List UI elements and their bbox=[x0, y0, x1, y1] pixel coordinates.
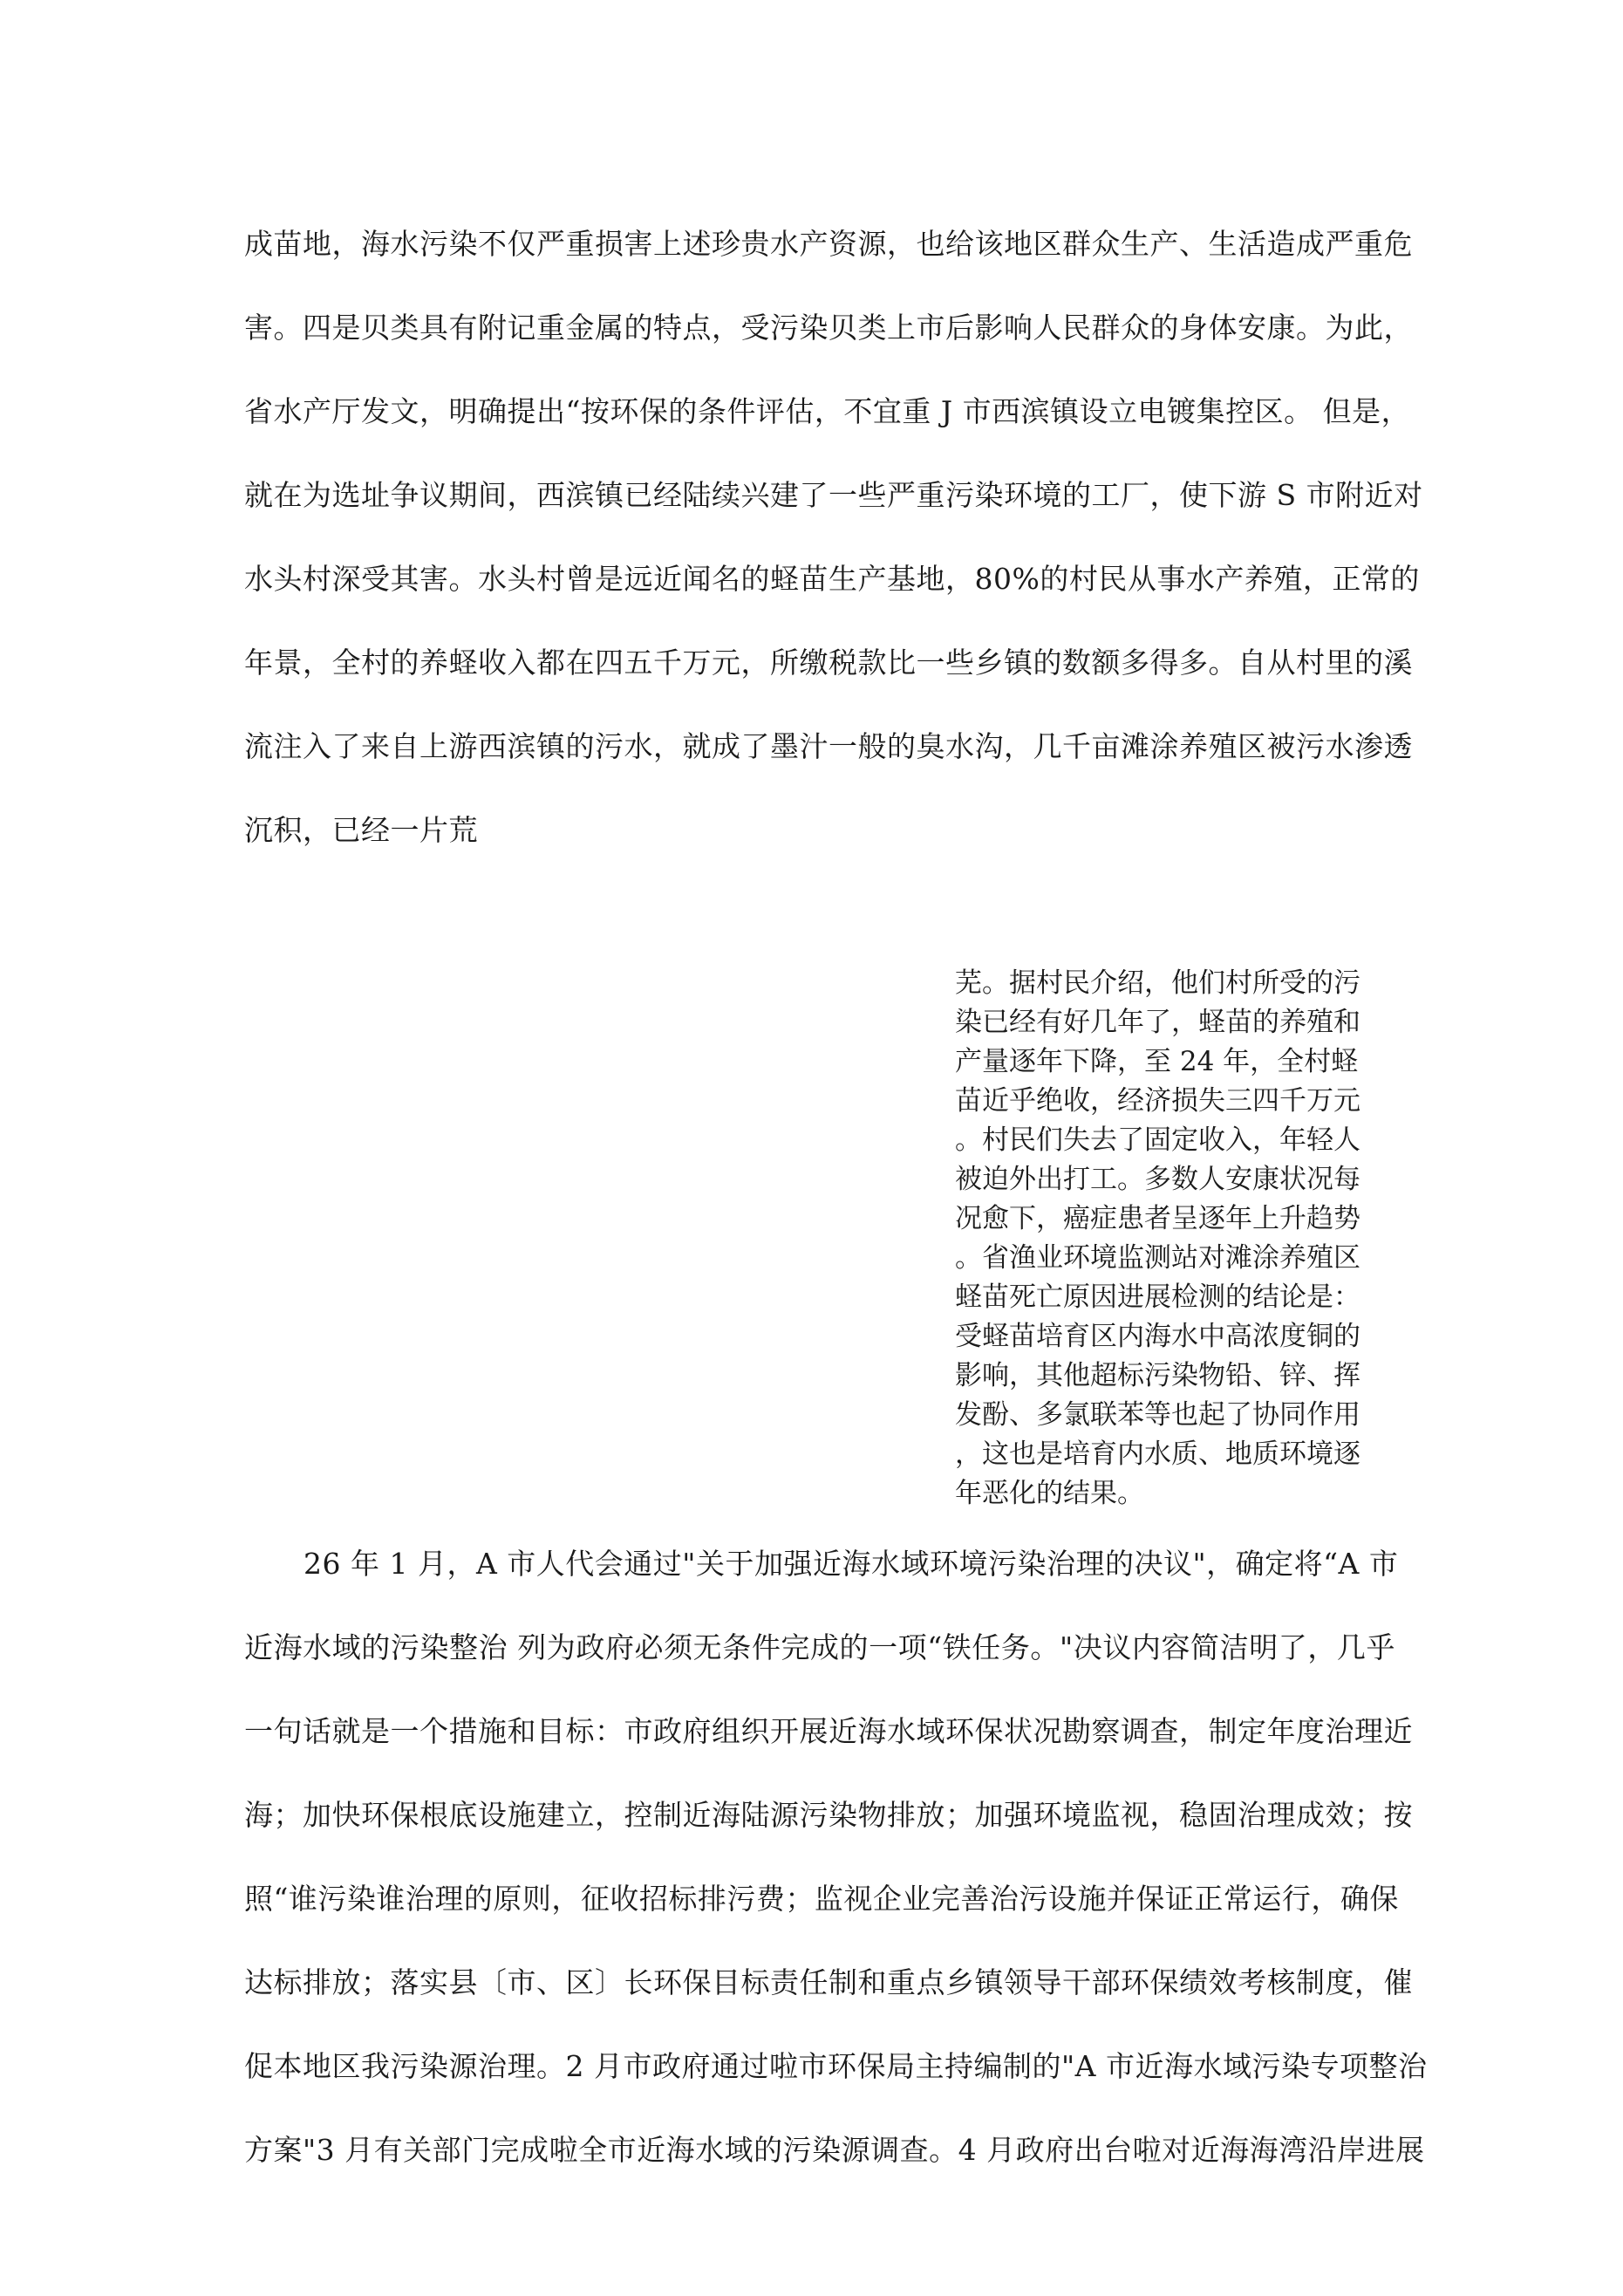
paragraph-2-line: 26 年 1 月，A 市人代会通过"关于加强近海水域环境污染治理的决议"，确定将“A 市 bbox=[303, 1547, 1399, 1581]
paragraph-2-line: 海；加快环保根底设施建立，控制近海陆源污染物排放；加强环境监视，稳固治理成效；按 bbox=[244, 1798, 1413, 1832]
side-column-line: 受蛏苗培育区内海水中高浓度铜的 bbox=[955, 1321, 1360, 1352]
side-column-text bbox=[955, 964, 1395, 1514]
side-column-line: 影响，其他超标污染物铅、锌、挥 bbox=[955, 1360, 1360, 1391]
side-column-line: 染已经有好几年了，蛏苗的养殖和 bbox=[955, 1007, 1360, 1038]
side-column-line: 被迫外出打工。多数人安康状况每 bbox=[955, 1164, 1360, 1195]
paragraph-1 bbox=[244, 202, 1423, 872]
paragraph-2-line: 照“谁污染谁治理的原则，征收招标排污费；监视企业完善治污设施并保证正常运行，确保 bbox=[244, 1882, 1399, 1916]
paragraph-2 bbox=[244, 1522, 1428, 2192]
paragraph-1-line: 害。四是贝类具有附记重金属的特点，受污染贝类上市后影响人民群众的身体安康。为此， bbox=[244, 311, 1413, 345]
side-column-line: 苗近乎绝收，经济损失三四千万元 bbox=[955, 1085, 1360, 1117]
side-column-line: 况愈下，癌症患者呈逐年上升趋势 bbox=[955, 1203, 1360, 1234]
side-column-line: 。省渔业环境监测站对滩涂养殖区 bbox=[955, 1242, 1360, 1274]
side-column-line: ，这也是培育内水质、地质环境逐 bbox=[955, 1438, 1360, 1470]
paragraph-2-line: 方案"3 月有关部门完成啦全市近海水域的污染源调查。4 月政府出台啦对近海海湾沿岸进展 bbox=[244, 2133, 1425, 2167]
paragraph-1-line: 就在为选址争议期间，西滨镇已经陆续兴建了一些严重污染环境的工厂，使下游 S 市附近对 bbox=[244, 478, 1423, 512]
paragraph-1-line: 沉积，已经一片荒 bbox=[244, 813, 478, 847]
paragraph-1-line: 年景，全村的养蛏收入都在四五千万元，所缴税款比一些乡镇的数额多得多。自从村里的溪 bbox=[244, 646, 1413, 680]
side-column-line: 产量逐年下降，至 24 年，全村蛏 bbox=[955, 1046, 1359, 1077]
side-column-line: 。村民们失去了固定收入，年轻人 bbox=[955, 1124, 1360, 1156]
side-column-line: 发酚、多氯联苯等也起了协同作用 bbox=[955, 1399, 1360, 1431]
paragraph-2-line: 近海水域的污染整治 列为政府必须无条件完成的一项“铁任务。"决议内容简洁明了，几乎 bbox=[244, 1630, 1395, 1664]
paragraph-1-line: 省水产厅发文，明确提出“按环保的条件评估，不宜重 J 市西滨镇设立电镀集控区。 但是， bbox=[244, 394, 1411, 428]
side-column-line: 年恶化的结果。 bbox=[955, 1478, 1144, 1509]
paragraph-1-line: 水头村深受其害。水头村曾是远近闻名的蛏苗生产基地，80%的村民从事水产养殖，正常的 bbox=[244, 562, 1420, 596]
side-column-line: 蛏苗死亡原因进展检测的结论是： bbox=[955, 1281, 1360, 1313]
paragraph-2-line: 促本地区我污染源治理。2 月市政府通过啦市环保局主持编制的"A 市近海水域污染专项整治 bbox=[244, 2049, 1428, 2083]
paragraph-1-line: 成苗地，海水污染不仅严重损害上述珍贵水产资源，也给该地区群众生产、生活造成严重危 bbox=[244, 227, 1413, 261]
paragraph-1-line: 流注入了来自上游西滨镇的污水，就成了墨汁一般的臭水沟，几千亩滩涂养殖区被污水渗透 bbox=[244, 729, 1413, 763]
paragraph-2-line: 一句话就是一个措施和目标：市政府组织开展近海水域环保状况勘察调查，制定年度治理近 bbox=[244, 1714, 1413, 1748]
side-column-line: 芜。据村民介绍，他们村所受的污 bbox=[955, 967, 1360, 999]
paragraph-2-line: 达标排放；落实县〔市、区〕长环保目标责任制和重点乡镇领导干部环保绩效考核制度，催 bbox=[244, 1965, 1413, 1999]
